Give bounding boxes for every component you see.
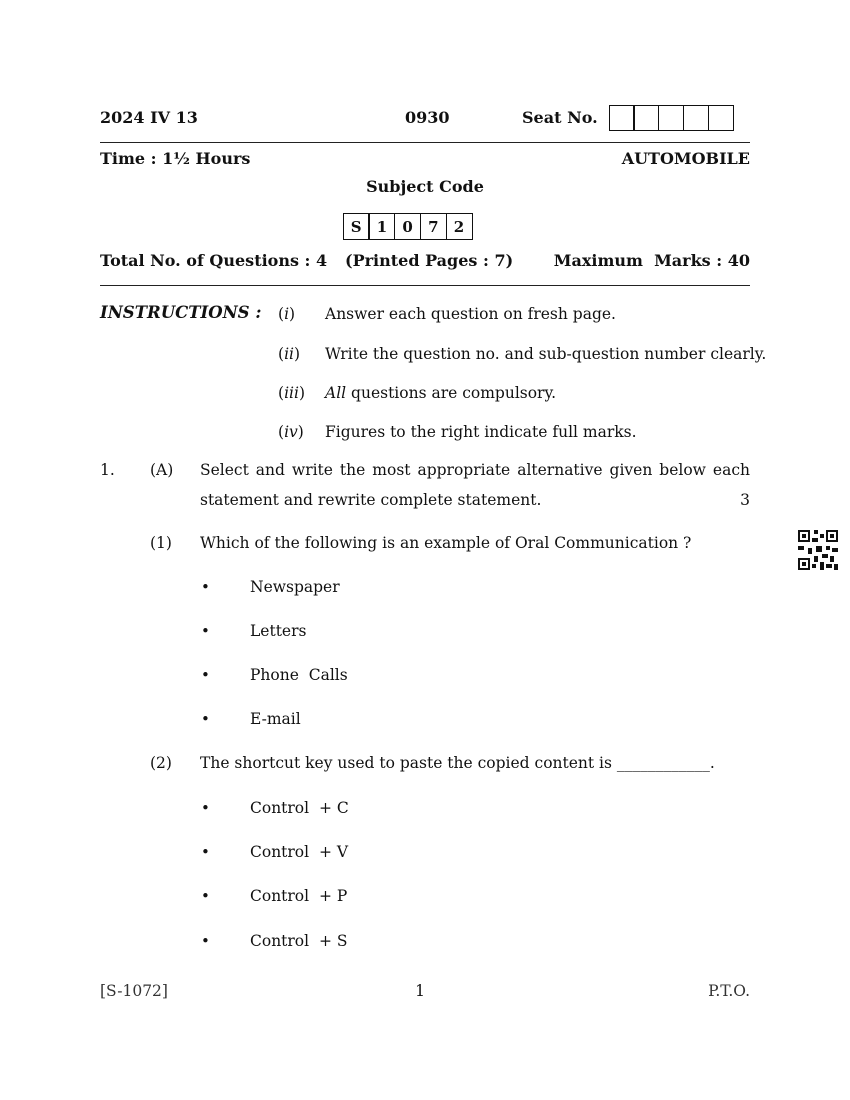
subquestion-number: (1) bbox=[150, 534, 172, 552]
qr-code-icon bbox=[798, 530, 838, 570]
option-text: Letters bbox=[250, 622, 307, 640]
instruction-rest: questions are compulsory. bbox=[346, 384, 557, 402]
instruction-text: Answer each question on fresh page. bbox=[325, 305, 616, 323]
question-text-line2: statement and rewrite complete statement. bbox=[200, 491, 542, 509]
paper-code: 0930 bbox=[405, 108, 450, 127]
bullet-icon: • bbox=[201, 843, 210, 861]
question-marks: 3 bbox=[740, 491, 750, 509]
seat-box bbox=[708, 105, 734, 131]
subquestion-text: Which of the following is an example of Oral Communication ? bbox=[200, 534, 692, 552]
subject-code-label: Subject Code bbox=[366, 177, 484, 196]
page-number: 1 bbox=[415, 982, 425, 1000]
instructions-label: INSTRUCTIONS : bbox=[100, 303, 262, 322]
instruction-number: (ii) bbox=[278, 345, 301, 363]
subject-code-char: 1 bbox=[368, 213, 395, 240]
option-text: E-mail bbox=[250, 710, 301, 728]
bullet-icon: • bbox=[201, 799, 210, 817]
subject-name: AUTOMOBILE bbox=[621, 149, 750, 168]
bullet-icon: • bbox=[201, 887, 210, 905]
option-text: Newspaper bbox=[250, 578, 340, 596]
question-number: 1. bbox=[100, 461, 115, 479]
total-questions: Total No. of Questions : 4 bbox=[100, 251, 328, 270]
subject-code-char: 7 bbox=[420, 213, 447, 240]
subject-code-char: 2 bbox=[446, 213, 473, 240]
printed-pages: (Printed Pages : 7) bbox=[345, 251, 514, 270]
subject-code-boxes bbox=[344, 213, 473, 240]
seat-label: Seat No. bbox=[522, 108, 598, 127]
instruction-roman: iii bbox=[284, 384, 299, 402]
seat-box bbox=[609, 105, 635, 131]
time-label: Time : 1½ Hours bbox=[100, 149, 251, 168]
instruction-text: Write the question no. and sub-question number clearly. bbox=[325, 345, 767, 363]
option-text: Control + S bbox=[250, 932, 348, 950]
footer-code: [S-1072] bbox=[100, 982, 168, 1000]
instruction-roman: i bbox=[284, 305, 290, 323]
instruction-text: Figures to the right indicate full marks. bbox=[325, 423, 637, 441]
option-text: Control + C bbox=[250, 799, 349, 817]
seat-number-boxes bbox=[610, 105, 734, 131]
instruction-number: (iv) bbox=[278, 423, 304, 441]
subquestion-number: (2) bbox=[150, 754, 172, 772]
subject-code-char: 0 bbox=[394, 213, 421, 240]
bullet-icon: • bbox=[201, 710, 210, 728]
instruction-emphasis: All bbox=[325, 384, 347, 402]
pto-label: P.T.O. bbox=[708, 982, 750, 1000]
question-text-line1: Select and write the most appropriate alternative given below each bbox=[200, 461, 750, 479]
instruction-roman: iv bbox=[284, 423, 298, 441]
seat-box bbox=[658, 105, 684, 131]
instructions-divider bbox=[100, 285, 750, 286]
seat-box bbox=[683, 105, 709, 131]
subject-code-char: S bbox=[343, 213, 370, 240]
header-divider bbox=[100, 142, 750, 143]
bullet-icon: • bbox=[201, 932, 210, 950]
maximum-marks: Maximum Marks : 40 bbox=[553, 251, 750, 270]
exam-code: 2024 IV 13 bbox=[100, 108, 198, 127]
option-text: Control + P bbox=[250, 887, 348, 905]
instruction-text bbox=[325, 384, 556, 402]
seat-box bbox=[633, 105, 659, 131]
instruction-number: (iii) bbox=[278, 384, 305, 402]
bullet-icon: • bbox=[201, 666, 210, 684]
instruction-number: (i) bbox=[278, 305, 296, 323]
subquestion-text: The shortcut key used to paste the copied content is ____________. bbox=[200, 754, 715, 772]
bullet-icon: • bbox=[201, 622, 210, 640]
option-text: Phone Calls bbox=[250, 666, 348, 684]
instruction-roman: ii bbox=[284, 345, 294, 363]
bullet-icon: • bbox=[201, 578, 210, 596]
option-text: Control + V bbox=[250, 843, 349, 861]
question-part: (A) bbox=[150, 461, 174, 479]
